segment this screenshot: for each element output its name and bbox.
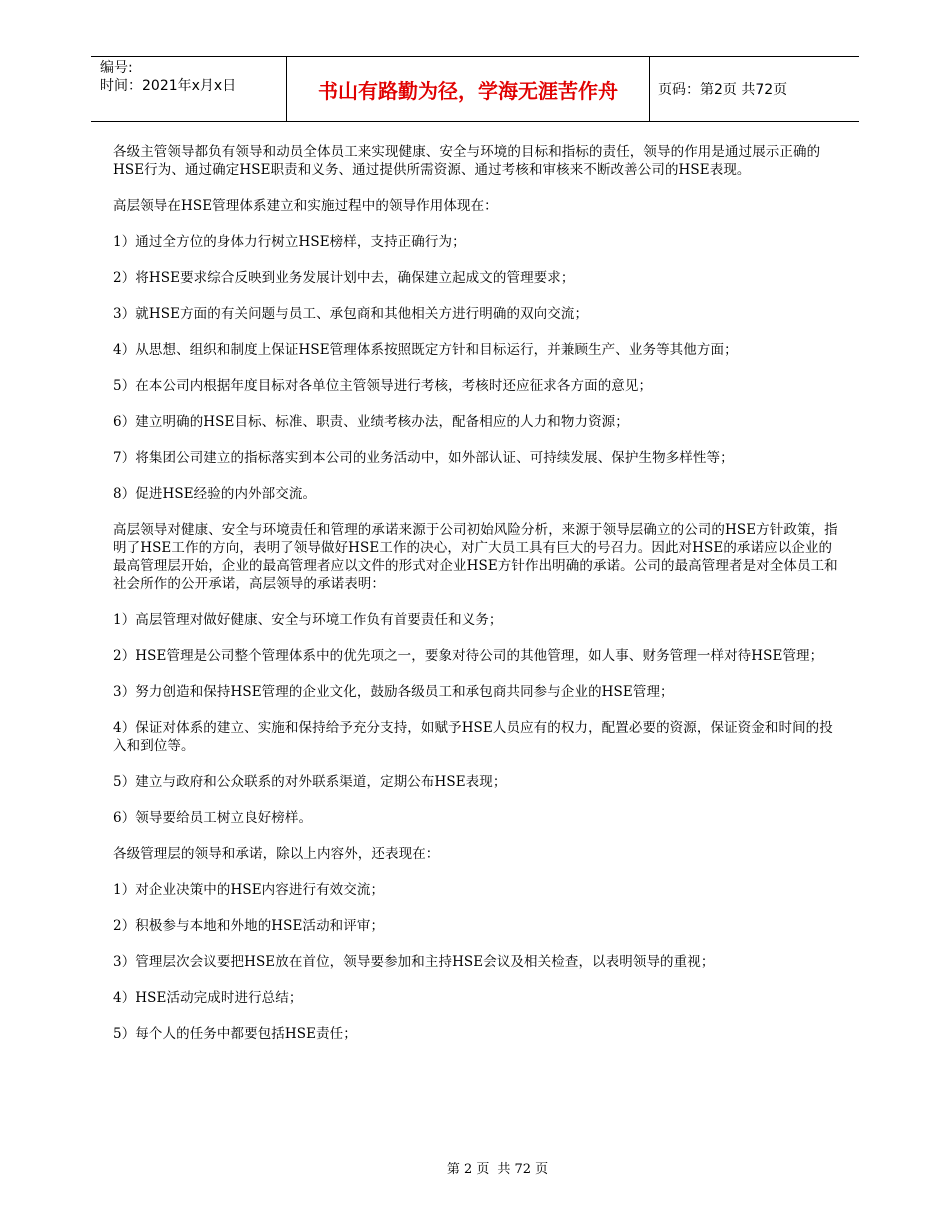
paragraph: 4）从思想、组织和制度上保证HSE管理体系按照既定方针和目标运行，并兼顾生产、业务等其他方面； bbox=[113, 342, 738, 358]
paragraph: 1）对企业决策中的HSE内容进行有效交流； bbox=[113, 882, 385, 898]
paragraph: 6）领导要给员工树立良好榜样。 bbox=[113, 810, 313, 826]
paragraph: 2）积极参与本地和外地的HSE活动和评审； bbox=[113, 918, 385, 934]
paragraph: 8）促进HSE经验的内外部交流。 bbox=[113, 486, 317, 502]
header-meta-cell bbox=[91, 57, 286, 121]
paragraph: 7）将集团公司建立的指标落实到本公司的业务活动中，如外部认证、可持续发展、保护生物多样性等； bbox=[113, 450, 734, 466]
paragraph: 各级管理层的领导和承诺，除以上内容外，还表现在： bbox=[113, 846, 440, 862]
header-page-info: 页码：第2页 共72页 bbox=[658, 82, 788, 98]
paragraph: 2）将HSE要求综合反映到业务发展计划中去，确保建立起成文的管理要求； bbox=[113, 270, 575, 286]
paragraph: 各级主管领导都负有领导和动员全体员工来实现健康、安全与环境的目标和指标的责任，领导的作用是通过展示正确的HSE行为、通过确定HSE职责和义务、通过提供所需资源、通过考核和审核来不断改善公司的HSE表现。 bbox=[113, 144, 821, 178]
header-number-label: 编号: bbox=[100, 60, 133, 76]
page-footer bbox=[0, 1158, 950, 1177]
paragraph: 3）努力创造和保持HSE管理的企业文化，鼓励各级员工和承包商共同参与企业的HSE管理； bbox=[113, 684, 674, 700]
paragraph: 3）就HSE方面的有关问题与员工、承包商和其他相关方进行明确的双向交流； bbox=[113, 306, 589, 322]
paragraph: 2）HSE管理是公司整个管理体系中的优先项之一，要象对待公司的其他管理，如人事、财务管理一样对待HSE管理； bbox=[113, 648, 824, 664]
footer-page-total: 共 72 页 bbox=[497, 1162, 549, 1177]
paragraph: 高层领导在HSE管理体系建立和实施过程中的领导作用体现在： bbox=[113, 198, 498, 214]
paragraph: 3）管理层次会议要把HSE放在首位，领导要参加和主持HSE会议及相关检查，以表明领导的重视； bbox=[113, 954, 715, 970]
footer-page-current: 第 2 页 bbox=[446, 1162, 490, 1177]
paragraph: 5）建立与政府和公众联系的对外联系渠道，定期公布HSE表现； bbox=[113, 774, 507, 790]
paragraph: 高层领导对健康、安全与环境责任和管理的承诺来源于公司初始风险分析，来源于领导层确立的公司的HSE方针政策，指明了HSE工作的方向，表明了领导做好HSE工作的决心，对广大员工具有巨大的号召力。因此对HSE的承诺应以企业的最高管理层开始，企业的最高管理者应以文件的形式对企业HSE方针作出明确的承诺。公司的最高管理者是对全体员工和社会所作的公开承诺，高层领导的承诺表明： bbox=[113, 522, 838, 592]
paragraph: 1）通过全方位的身体力行树立HSE榜样，支持正确行为； bbox=[113, 234, 466, 250]
paragraph: 4）保证对体系的建立、实施和保持给予充分支持，如赋予HSE人员应有的权力，配置必要的资源，保证资金和时间的投入和到位等。 bbox=[113, 720, 833, 754]
paragraph: 5）在本公司内根据年度目标对各单位主管领导进行考核，考核时还应征求各方面的意见； bbox=[113, 378, 653, 394]
document-header bbox=[91, 56, 859, 122]
header-time-label: 时间：2021年x月x日 bbox=[100, 78, 237, 94]
paragraph: 6）建立明确的HSE目标、标准、职责、业绩考核办法，配备相应的人力和物力资源； bbox=[113, 414, 629, 430]
document-body bbox=[113, 143, 843, 1061]
paragraph: 4）HSE活动完成时进行总结； bbox=[113, 990, 303, 1006]
paragraph: 5）每个人的任务中都要包括HSE责任； bbox=[113, 1026, 357, 1042]
paragraph: 1）高层管理对做好健康、安全与环境工作负有首要责任和义务； bbox=[113, 612, 503, 628]
header-motto: 书山有路勤为径，学海无涯苦作舟 bbox=[286, 57, 650, 121]
